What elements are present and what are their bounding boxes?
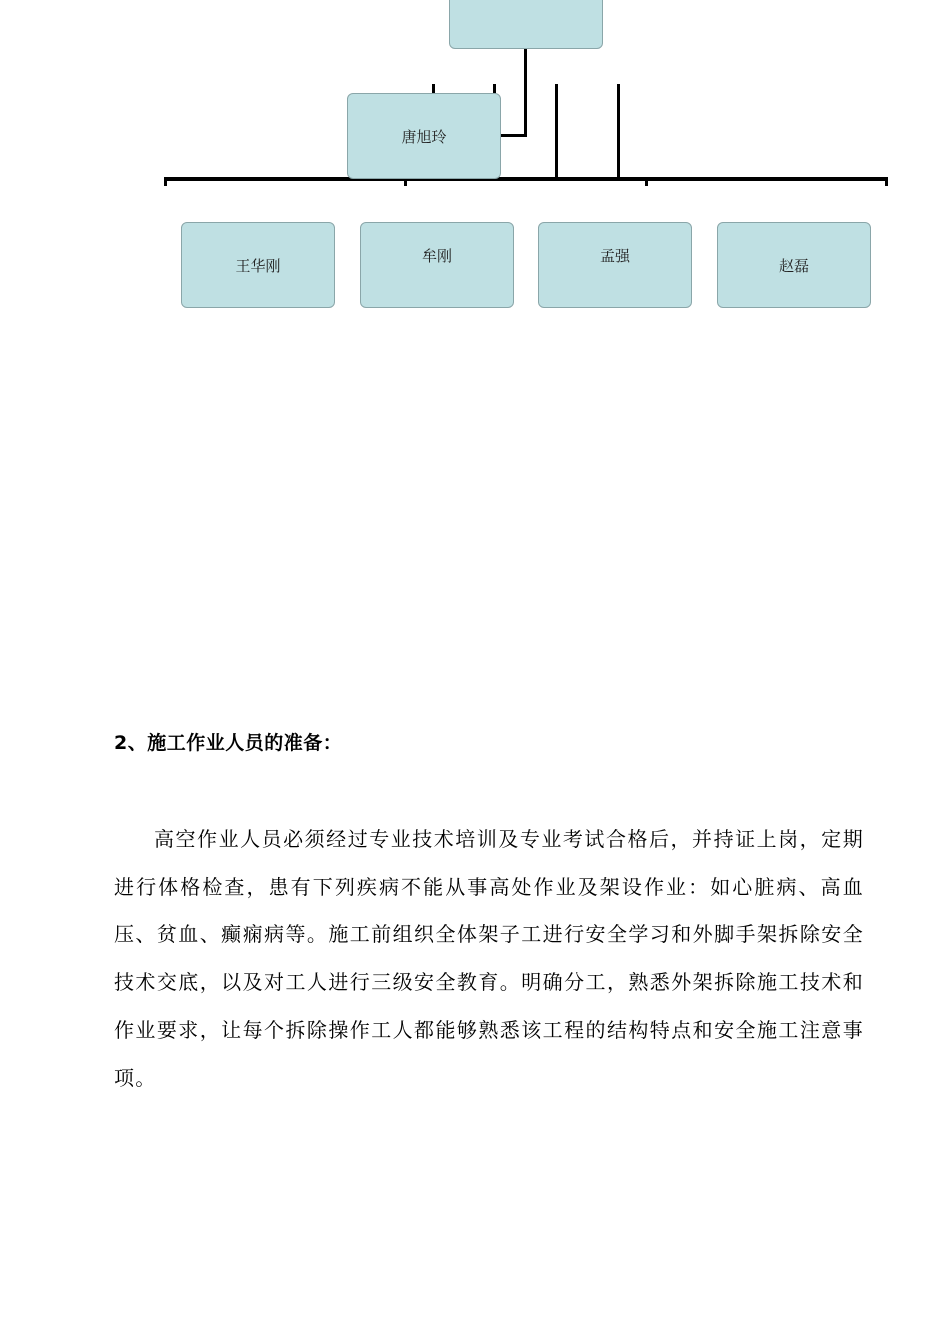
org-node-top — [449, 0, 603, 49]
section-heading: 2、施工作业人员的准备： — [114, 732, 343, 754]
org-node-label: 唐旭玲 — [401, 127, 447, 146]
connector-line — [164, 177, 167, 186]
connector-line — [645, 177, 648, 186]
connector-line — [617, 84, 620, 180]
connector-line — [524, 48, 527, 136]
org-node-label: 孟强 — [599, 247, 630, 265]
org-node-level3 — [181, 222, 335, 308]
org-node-level3 — [360, 222, 514, 308]
body-paragraph: 高空作业人员必须经过专业技术培训及专业考试合格后，并持证上岗，定期进行体格检查，患有下列疾病不能从事高处作业及架设作业：如心脏病、高血压、贫血、癫痫病等。施工前组织全体架子工进行安全学习和外脚手架拆除安全技术交底，以及对工人进行三级安全教育。明确分工，熟悉外架拆除施工技术和作业要求，让每个拆除操作工人都能够熟悉该工程的结构特点和安全施工注意事项。 — [114, 827, 864, 1090]
connector-line — [164, 177, 888, 181]
org-node-level3 — [538, 222, 692, 308]
org-node-label: 赵磊 — [778, 256, 809, 275]
connector-line — [885, 177, 888, 186]
connector-line — [499, 134, 527, 137]
org-node-level2 — [347, 93, 501, 179]
connector-line — [555, 84, 558, 180]
org-node-label: 王华刚 — [235, 256, 281, 275]
org-node-level3 — [717, 222, 871, 308]
org-node-label: 牟刚 — [421, 247, 452, 265]
org-chart — [0, 0, 950, 330]
